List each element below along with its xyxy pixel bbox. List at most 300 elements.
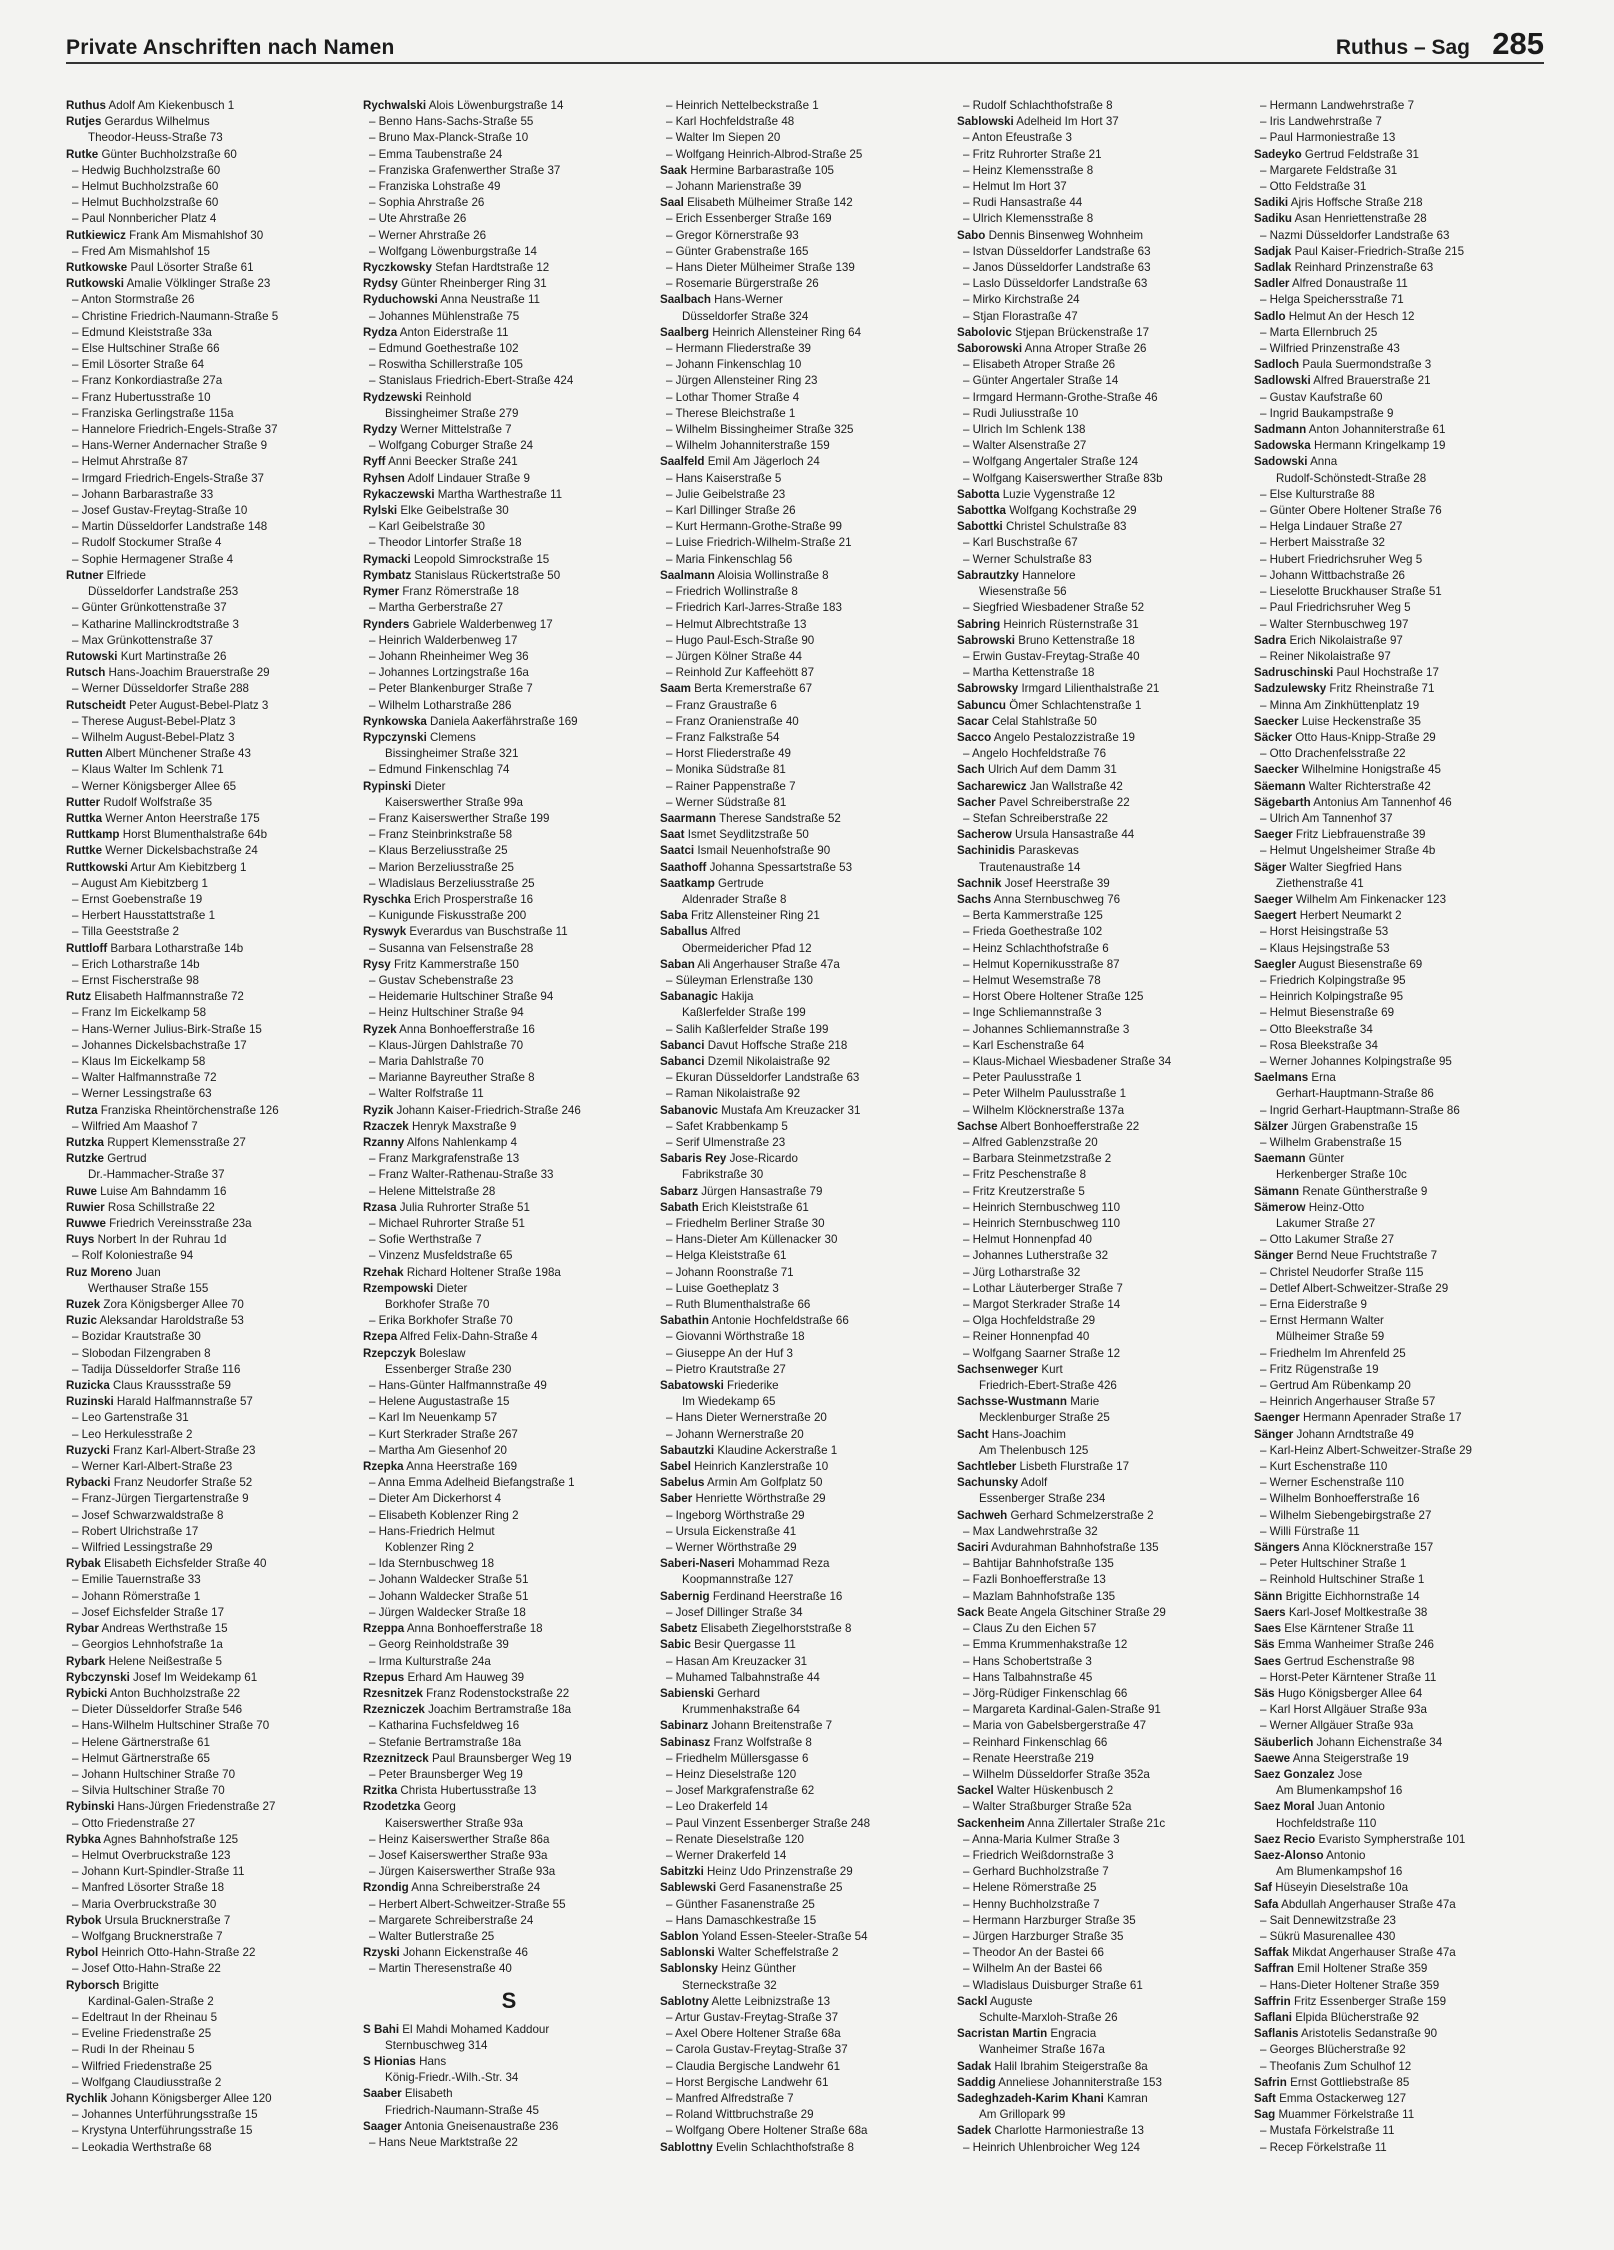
entry-details: Stanislaus Rückertstraße 50 — [411, 568, 561, 582]
directory-entry — [66, 1378, 358, 1394]
sub-entry: – Wolfgang Saarner Straße 12 — [963, 1346, 1121, 1360]
directory-entry — [66, 827, 358, 843]
surname: Sag — [1254, 2108, 1276, 2122]
sub-entry: – Karl-Heinz Albert-Schweitzer-Straße 29 — [1260, 1443, 1472, 1457]
entry-details: Adolf Lindauer Straße 9 — [404, 471, 530, 485]
directory-entry — [66, 2091, 358, 2107]
sub-entry: – Hans-Werner Julius-Birk-Straße 15 — [72, 1022, 262, 1036]
entry-details: Karl-Josef Moltkestraße 38 — [1285, 1605, 1428, 1619]
entry-continuation: Gerhart-Hauptmann-Straße 86 — [1276, 1087, 1434, 1101]
entry-details: Jan Wallstraße 42 — [1026, 779, 1123, 793]
sub-entry: – Hans Dieter Wernerstraße 20 — [666, 1411, 827, 1425]
sub-entry: – Heinrich Walderbenweg 17 — [369, 633, 518, 647]
directory-entry — [660, 811, 952, 827]
sub-entry: – Kunigunde Fiskusstraße 200 — [369, 909, 527, 923]
entry-details: Werner Mittelstraße 7 — [397, 423, 512, 437]
sub-entry: – Klaus-Michael Wiesbadener Straße 34 — [963, 1054, 1172, 1068]
sub-entry: – Monika Südstraße 81 — [666, 763, 786, 777]
directory-entry — [1254, 2091, 1546, 2107]
entry-details: Aristotelis Sedanstraße 90 — [1298, 2027, 1438, 2041]
directory-entry — [957, 827, 1249, 843]
directory-entry — [363, 714, 655, 730]
sub-entry: – Otto Feldstraße 31 — [1260, 180, 1367, 194]
entry-continuation: Am Grillopark 99 — [979, 2108, 1066, 2122]
sub-entry: – Reiner Honnenpfad 40 — [963, 1330, 1090, 1344]
sub-entry: – Wolfgang Brucknerstraße 7 — [72, 1929, 223, 1943]
surname: Rzitka — [363, 1784, 398, 1798]
directory-entry — [66, 1913, 358, 1929]
sub-entry: – Susanna van Felsenstraße 28 — [369, 941, 534, 955]
surname: Sachweh — [957, 1508, 1008, 1522]
sub-entry: – Hans Schobertstraße 3 — [963, 1654, 1092, 1668]
directory-entry — [660, 1103, 952, 1119]
sub-entry: – Hannelore Friedrich-Engels-Straße 37 — [72, 423, 278, 437]
sub-entry: – Margot Sterkrader Straße 14 — [963, 1298, 1121, 1312]
sub-entry: – Wladislaus Berzeliusstraße 25 — [369, 876, 535, 890]
sub-entry: – Josef Dillinger Straße 34 — [666, 1605, 803, 1619]
directory-entry — [363, 1945, 655, 1961]
surname: Sabrowski — [957, 633, 1015, 647]
sub-entry: – Werner Schulstraße 83 — [963, 552, 1092, 566]
entry-continuation: Bissingheimer Straße 321 — [385, 747, 519, 761]
sub-entry: – Willi Fürstraße 11 — [1260, 1524, 1360, 1538]
sub-entry: – Hans-Wilhelm Hultschiner Straße 70 — [72, 1719, 270, 1733]
entry-details: Antonio — [1323, 1848, 1366, 1862]
sub-entry: – Leo Gartenstraße 31 — [72, 1411, 189, 1425]
entry-details: Kurt Martinstraße 26 — [117, 649, 227, 663]
sub-entry: – Johann Roonstraße 71 — [666, 1265, 794, 1279]
directory-entry — [957, 114, 1249, 130]
surname: Rynkowska — [363, 714, 427, 728]
sub-entry: – Wilhelm August-Bebel-Platz 3 — [72, 730, 235, 744]
surname: Saf — [1254, 1881, 1273, 1895]
directory-entry — [660, 163, 952, 179]
entry-details: Rudolf Wolfstraße 35 — [100, 795, 213, 809]
surname: Rydzewski — [363, 390, 423, 404]
column-list — [1254, 98, 1546, 2156]
directory-entry — [957, 1783, 1249, 1799]
directory-entry — [957, 843, 1249, 859]
sub-entry: – Johann Römerstraße 1 — [72, 1589, 201, 1603]
surname: Sabanagic — [660, 990, 718, 1004]
sub-entry: – Vinzenz Musfeldstraße 65 — [369, 1249, 513, 1263]
sub-entry: – Ida Sternbuschweg 18 — [369, 1557, 495, 1571]
entry-details: Gerardus Wilhelmus — [101, 115, 210, 129]
entry-continuation: Friedrich-Naumann-Straße 45 — [385, 2103, 539, 2117]
surname: Saal — [660, 196, 684, 210]
surname: Saalbach — [660, 293, 711, 307]
surname: Saager — [363, 2119, 402, 2133]
entry-details: Franz Karl-Albert-Straße 23 — [109, 1443, 256, 1457]
surname: Sachunsky — [957, 1476, 1019, 1490]
sub-entry: – Reinhold Zur Kaffeehött 87 — [666, 666, 815, 680]
sub-entry: – Stefanie Bertramstraße 18a — [369, 1735, 522, 1749]
entry-details: Erhard Am Hauweg 39 — [404, 1670, 525, 1684]
sub-entry: – Kurt Eschenstraße 110 — [1260, 1460, 1388, 1474]
directory-entry — [66, 843, 358, 859]
sub-entry: – Johann Marienstraße 39 — [666, 180, 802, 194]
sub-entry: – Reinhard Finkenschlag 66 — [963, 1735, 1108, 1749]
sub-entry: – Theodor An der Bastei 66 — [963, 1946, 1104, 1960]
directory-entry — [66, 746, 358, 762]
sub-entry: – Sükrü Masurenallee 430 — [1260, 1929, 1396, 1943]
directory-entry — [1254, 1200, 1546, 1216]
sub-entry: – Erich Essenberger Straße 169 — [666, 212, 832, 226]
sub-entry: – Johann Hultschiner Straße 70 — [72, 1767, 236, 1781]
entry-continuation: Im Wiedekamp 65 — [682, 1395, 776, 1409]
directory-entry — [957, 730, 1249, 746]
directory-entry — [1254, 779, 1546, 795]
sub-entry: – Franziska Grafenwerther Straße 37 — [369, 163, 561, 177]
surname: Ryczkowsky — [363, 261, 432, 275]
directory-entry — [363, 1686, 655, 1702]
sub-entry: – Inge Schliemannstraße 3 — [963, 1006, 1102, 1020]
sub-entry: – Heinz Dieselstraße 120 — [666, 1767, 797, 1781]
surname: Ruttke — [66, 844, 103, 858]
sub-entry: – Manfred Alfredstraße 7 — [666, 2091, 794, 2105]
entry-details: Zora Königsberger Allee 70 — [100, 1298, 244, 1312]
entry-details: Emil Holtener Straße 359 — [1293, 1962, 1428, 1976]
surname: Rybak — [66, 1557, 101, 1571]
entry-details: Werner Dickelsbachstraße 24 — [102, 844, 258, 858]
entry-details: Horst Blumenthalstraße 64b — [119, 828, 268, 842]
sub-entry: – Lothar Läuterberger Straße 7 — [963, 1281, 1123, 1295]
sub-entry: – Gregor Körnerstraße 93 — [666, 228, 799, 242]
sub-entry: – Karl Hochfeldstraße 48 — [666, 115, 795, 129]
sub-entry: – Ingrid Gerhart-Hauptmann-Straße 86 — [1260, 1103, 1460, 1117]
sub-entry: – Margarete Feldstraße 31 — [1260, 163, 1398, 177]
directory-entry — [660, 1718, 952, 1734]
surname: Rymbatz — [363, 568, 412, 582]
surname: Ruz Moreno — [66, 1265, 133, 1279]
directory-entry — [363, 779, 655, 795]
surname: Rykaczewski — [363, 487, 435, 501]
surname: Saeger — [1254, 892, 1293, 906]
directory-entry — [957, 795, 1249, 811]
sub-entry: – Sait Dennewitzstraße 23 — [1260, 1913, 1396, 1927]
directory-entry — [363, 1880, 655, 1896]
directory-entry — [957, 633, 1249, 649]
surname: Sadruschinski — [1254, 666, 1334, 680]
entry-details: Wilhelm Am Finkenacker 123 — [1292, 892, 1447, 906]
entry-continuation: Ziethenstraße 41 — [1276, 876, 1364, 890]
sub-entry: – Edmund Finkenschlag 74 — [369, 763, 510, 777]
sub-entry: – Rolf Koloniestraße 94 — [72, 1249, 194, 1263]
sub-entry: – Josef Gustav-Freytag-Straße 10 — [72, 504, 248, 518]
entry-details: Ursula Hansastraße 44 — [1011, 828, 1135, 842]
sub-entry: – Horst Heisingstraße 53 — [1260, 925, 1389, 939]
directory-entry — [1254, 1184, 1546, 1200]
sub-entry: – Jürg Lotharstraße 32 — [963, 1265, 1081, 1279]
directory-entry — [957, 1605, 1249, 1621]
entry-continuation: Fabrikstraße 30 — [682, 1168, 764, 1182]
sub-entry: – Hans Damaschkestraße 15 — [666, 1913, 817, 1927]
directory-entry — [957, 1508, 1249, 1524]
entry-details: Daniela Aakerfährstraße 169 — [426, 714, 578, 728]
surname: Rutsch — [66, 666, 106, 680]
sub-entry: – Kurt Sterkrader Straße 267 — [369, 1427, 518, 1441]
entry-details: Hans-Jürgen Friedenstraße 27 — [114, 1800, 276, 1814]
sub-entry: – Helga Kleiststraße 61 — [666, 1249, 787, 1263]
sub-entry: – Mirko Kirchstraße 24 — [963, 293, 1080, 307]
directory-entry — [660, 292, 952, 308]
surname: Sabarz — [660, 1184, 699, 1198]
sub-entry: – Wolfgang Obere Holtener Straße 68a — [666, 2124, 868, 2138]
directory-entry — [66, 1799, 358, 1815]
surname: Sabuncu — [957, 698, 1006, 712]
surname: Sadowski — [1254, 455, 1308, 469]
surname: Sachtleber — [957, 1460, 1017, 1474]
entry-details: Brigitte — [119, 1978, 159, 1992]
directory-entry — [660, 1038, 952, 1054]
entry-details: Johann Arndtstraße 49 — [1293, 1427, 1414, 1441]
sub-entry: – Dieter Düsseldorfer Straße 546 — [72, 1703, 243, 1717]
surname: Saemann — [1254, 1152, 1306, 1166]
directory-entry — [660, 681, 952, 697]
sub-entry: – Gerhard Buchholzstraße 7 — [963, 1865, 1109, 1879]
entry-details: Josef Im Weidekamp 61 — [129, 1670, 258, 1684]
directory-entry — [1254, 309, 1546, 325]
sub-entry: – Hermann Fliederstraße 39 — [666, 342, 811, 356]
entry-details: Albert Münchener Straße 43 — [102, 747, 251, 761]
sub-entry: – Martha Kettenstraße 18 — [963, 666, 1095, 680]
sub-entry: – Irma Kulturstraße 24a — [369, 1654, 491, 1668]
directory-entry — [660, 1864, 952, 1880]
directory-entry — [660, 1556, 952, 1572]
surname: Rzempowski — [363, 1281, 434, 1295]
surname: Sabathin — [660, 1314, 709, 1328]
column-list — [363, 98, 655, 2151]
sub-entry: – Süleyman Erlenstraße 130 — [666, 973, 813, 987]
sub-entry: – Hans Dieter Mülheimer Straße 139 — [666, 261, 855, 275]
sub-entry: – Mustafa Förkelstraße 11 — [1260, 2124, 1395, 2138]
directory-entry — [1254, 1119, 1546, 1135]
surname: Sach — [957, 763, 985, 777]
entry-continuation: Bissingheimer Straße 279 — [385, 406, 519, 420]
directory-entry — [660, 908, 952, 924]
directory-entry — [363, 2119, 655, 2135]
sub-entry: – Hans-Dieter Holtener Straße 359 — [1260, 1978, 1440, 1992]
sub-entry: – Friedrich Kolpingstraße 95 — [1260, 973, 1406, 987]
surname: Saber — [660, 1492, 693, 1506]
entry-details: Fritz Liebfrauenstraße 39 — [1292, 828, 1426, 842]
sub-entry: – Anton Efeustraße 3 — [963, 131, 1072, 145]
surname: Sadiki — [1254, 196, 1289, 210]
entry-details: Günter — [1305, 1152, 1345, 1166]
sub-entry: – Helmut Ungelsheimer Straße 4b — [1260, 844, 1436, 858]
entry-details: Evelin Schlachthofstraße 8 — [712, 2140, 854, 2154]
directory-entry — [660, 1443, 952, 1459]
sub-entry: – Josef Markgrafenstraße 62 — [666, 1784, 815, 1798]
sub-entry: – Fritz Rügenstraße 19 — [1260, 1362, 1379, 1376]
surname: Saat — [660, 828, 685, 842]
entry-continuation: Borkhofer Straße 70 — [385, 1298, 490, 1312]
sub-entry: – Lieselotte Bruckhauser Straße 51 — [1260, 585, 1442, 599]
entry-continuation: Obermeidericher Pfad 12 — [682, 941, 812, 955]
surname: Sablottny — [660, 2140, 713, 2154]
sub-entry: – Jürgen Allensteiner Ring 23 — [666, 374, 818, 388]
directory-entry — [660, 1184, 952, 1200]
entry-details: Friedrich Vereinsstraße 23a — [105, 1217, 252, 1231]
sub-entry: – Johann Waldecker Straße 51 — [369, 1589, 529, 1603]
entry-details: Johann Kaiser-Friedrich-Straße 246 — [393, 1103, 581, 1117]
entry-details: Celal Stahlstraße 50 — [988, 714, 1097, 728]
directory-entry — [1254, 260, 1546, 276]
sub-entry: – Hans Talbahnstraße 45 — [963, 1670, 1093, 1684]
sub-entry: – Horst Fliederstraße 49 — [666, 747, 792, 761]
entry-details: Günter Rheinberger Ring 31 — [397, 277, 547, 291]
surname: Sabernig — [660, 1589, 710, 1603]
sub-entry: – Franz Konkordiastraße 27a — [72, 374, 223, 388]
entry-details: Walter Hüskenbusch 2 — [993, 1784, 1114, 1798]
sub-entry: – Helene Mittelstraße 28 — [369, 1184, 496, 1198]
entry-details: Jürgen Grabenstraße 15 — [1288, 1119, 1418, 1133]
entry-details: Stjepan Brückenstraße 17 — [1011, 325, 1150, 339]
entry-details: Ursula Brucknerstraße 7 — [101, 1913, 231, 1927]
entry-continuation: Friedrich-Ebert-Straße 426 — [979, 1379, 1117, 1393]
sub-entry: – Johannes Mühlenstraße 75 — [369, 309, 520, 323]
directory-entry — [363, 98, 655, 114]
entry-details: Berta Kremerstraße 67 — [690, 682, 813, 696]
sub-entry: – Sofie Werthstraße 7 — [369, 1233, 482, 1247]
surname: Sachs — [957, 892, 992, 906]
entry-details: Muammer Förkelstraße 11 — [1275, 2108, 1415, 2122]
entry-continuation: Düsseldorfer Landstraße 253 — [88, 585, 239, 599]
entry-details: Antonius Am Tannenhof 46 — [1310, 795, 1452, 809]
sub-entry: – Walter Alsenstraße 27 — [963, 439, 1087, 453]
surname: Ruys — [66, 1233, 95, 1247]
entry-details: Agnes Bahnhofstraße 125 — [100, 1832, 239, 1846]
surname: Rutscheidt — [66, 698, 126, 712]
directory-entry — [66, 1945, 358, 1961]
entry-details: Pavel Schreiberstraße 22 — [995, 795, 1130, 809]
sub-entry: – Julie Geibelstraße 23 — [666, 487, 786, 501]
sub-entry: – Ingeborg Wörthstraße 29 — [666, 1508, 805, 1522]
entry-details: Ruppert Klemensstraße 27 — [104, 1136, 246, 1149]
sub-entry: – Ruth Blumenthalstraße 66 — [666, 1298, 811, 1312]
directory-entry — [66, 941, 358, 957]
directory-entry — [1254, 1637, 1546, 1653]
entry-details: Richard Holtener Straße 198a — [403, 1265, 561, 1279]
sub-entry: – Ursula Eickenstraße 41 — [666, 1524, 797, 1538]
surname: Ruzicka — [66, 1379, 110, 1393]
sub-entry: – Sophia Ahrstraße 26 — [369, 196, 485, 210]
directory-entry — [363, 552, 655, 568]
entry-details: Paul Hochstraße 17 — [1333, 666, 1439, 680]
directory-entry — [66, 1686, 358, 1702]
surname: Saalfeld — [660, 455, 705, 469]
directory-entry — [66, 1297, 358, 1313]
sub-entry: – Hermann Harzburger Straße 35 — [963, 1913, 1136, 1927]
entry-details: Ali Angerhauser Straße 47a — [694, 957, 840, 971]
entry-details: Anton Buchholzstraße 22 — [107, 1686, 241, 1700]
entry-details: Abdullah Angerhauser Straße 47a — [1278, 1897, 1456, 1911]
entry-details: Elisabeth — [401, 2087, 453, 2101]
surname: Ryswyk — [363, 925, 407, 939]
entry-details: Beate Angela Gitschiner Straße 29 — [984, 1605, 1166, 1619]
sub-entry: – Horst Bergische Landwehr 61 — [666, 2075, 829, 2089]
directory-entry — [660, 325, 952, 341]
surname: Sachsse-Wustmann — [957, 1395, 1067, 1409]
entry-details: Juan Antonio — [1314, 1800, 1385, 1814]
column-3 — [660, 98, 952, 2156]
surname: Sacar — [957, 714, 989, 728]
sub-entry: – Bozidar Krautstraße 30 — [72, 1330, 201, 1344]
sub-entry: – Jürgen Kölner Straße 44 — [666, 649, 802, 663]
sub-entry: – Janos Düsseldorfer Landstraße 63 — [963, 261, 1151, 275]
sub-entry: – Heinz Klemensstraße 8 — [963, 163, 1094, 177]
entry-details: Gertrude — [714, 876, 764, 890]
sub-entry: – Elisabeth Atroper Straße 26 — [963, 358, 1116, 372]
surname: Saflanis — [1254, 2027, 1299, 2041]
entry-details: Paula Suermondstraße 3 — [1299, 358, 1432, 372]
directory-entry — [1254, 957, 1546, 973]
surname: Rymacki — [363, 552, 411, 566]
sub-entry: – Werner Wörthstraße 29 — [666, 1541, 797, 1555]
entry-details: Emil Am Jägerloch 24 — [704, 455, 820, 469]
sub-entry: – Walter Sternbuschweg 197 — [1260, 617, 1409, 631]
sub-entry: – Helmut Albrechtstraße 13 — [666, 617, 807, 631]
directory-entry — [660, 1994, 952, 2010]
name-range: Ruthus – Sag — [1335, 36, 1470, 59]
surname: Sachse — [957, 1119, 998, 1133]
directory-entry — [66, 147, 358, 163]
entry-details: Else Kärntener Straße 11 — [1281, 1622, 1415, 1636]
surname: Rybczynski — [66, 1670, 130, 1684]
surname: Sadlo — [1254, 309, 1286, 323]
sub-entry: – Horst Obere Holtener Straße 125 — [963, 990, 1144, 1004]
sub-entry: – Friedhelm Müllersgasse 6 — [666, 1751, 809, 1765]
surname: Sablonski — [660, 1946, 715, 1960]
directory-entry — [363, 390, 655, 406]
surname: Saarmann — [660, 811, 717, 825]
sub-entry: – Muhamed Talbahnstraße 44 — [666, 1670, 820, 1684]
entry-details: Fritz Allensteiner Ring 21 — [687, 909, 820, 923]
entry-details: Alfred Donaustraße 11 — [1289, 277, 1408, 291]
entry-continuation: Sternbuschweg 314 — [385, 2038, 488, 2052]
directory-entry — [363, 1200, 655, 1216]
sub-entry: – Werner Düsseldorfer Straße 288 — [72, 682, 249, 696]
entry-details: Artur Am Kiebitzberg 1 — [127, 860, 247, 874]
entry-continuation: Lakumer Straße 27 — [1276, 1217, 1376, 1231]
sub-entry: – Reiner Nikolaistraße 97 — [1260, 649, 1391, 663]
entry-details: Helene Neißestraße 5 — [105, 1654, 222, 1668]
sub-entry: – Wladislaus Duisburger Straße 61 — [963, 1978, 1143, 1992]
surname: Sadlowski — [1254, 374, 1311, 388]
sub-entry: – Ute Ahrstraße 26 — [369, 212, 467, 226]
sub-entry: – Wolfgang Claudiusstraße 2 — [72, 2075, 222, 2089]
directory-entry — [1254, 1070, 1546, 1086]
entry-details: Walter Richterstraße 42 — [1305, 779, 1431, 793]
sub-entry: – Wilhelm Grabenstraße 15 — [1260, 1136, 1402, 1149]
surname: Saez Moral — [1254, 1800, 1315, 1814]
directory-entry — [1254, 1654, 1546, 1670]
surname: Rydza — [363, 325, 398, 339]
sub-entry: – Friedhelm Im Ahrenfeld 25 — [1260, 1346, 1406, 1360]
surname: Rysy — [363, 957, 391, 971]
sub-entry: – Hubert Friedrichsruher Weg 5 — [1260, 552, 1423, 566]
directory-entry — [1254, 892, 1546, 908]
entry-details: Lisbeth Flurstraße 17 — [1016, 1460, 1130, 1474]
surname: Sängers — [1254, 1541, 1300, 1555]
column-1 — [66, 98, 358, 2156]
surname: Saam — [660, 682, 691, 696]
sub-entry: – Kurt Hermann-Grothe-Straße 99 — [666, 520, 842, 534]
directory-entry — [660, 1589, 952, 1605]
surname: Rzondig — [363, 1881, 409, 1895]
directory-entry — [363, 892, 655, 908]
sub-entry: – Salih Kaßlerfelder Straße 199 — [666, 1022, 829, 1036]
